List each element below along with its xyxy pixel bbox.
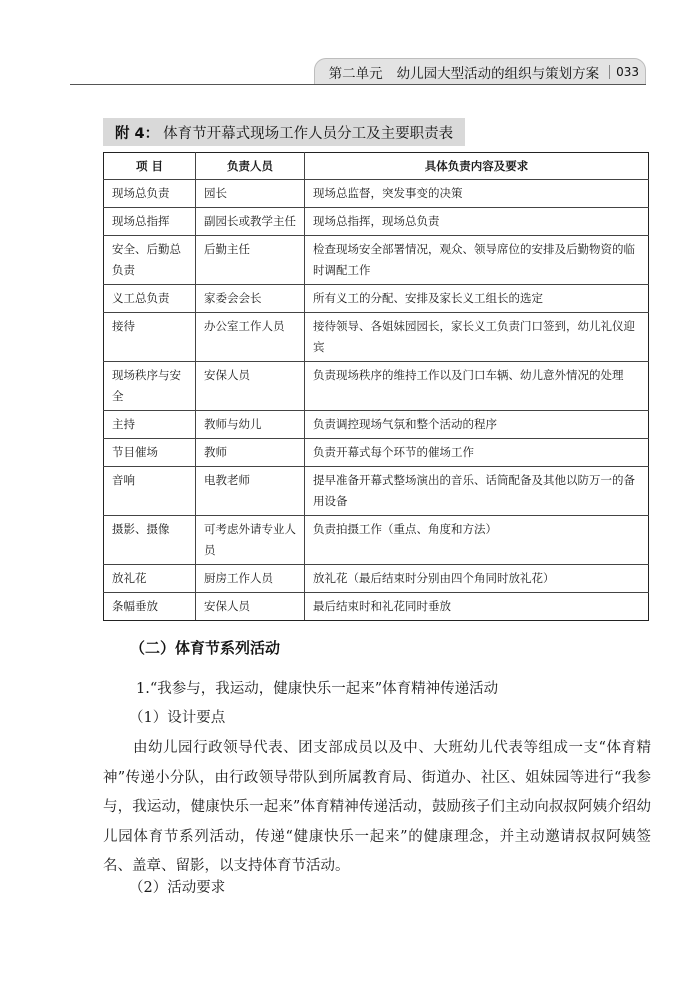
table-header-cell: 项 目	[104, 153, 196, 180]
table-cell-person: 电教老师	[196, 467, 305, 516]
table-cell-duty: 放礼花（最后结束时分别由四个角同时放礼花）	[305, 565, 649, 593]
table-row	[104, 285, 649, 313]
appendix-title: 体育节开幕式现场工作人员分工及主要职责表	[163, 125, 454, 142]
table-cell-item: 义工总负责	[104, 285, 196, 313]
header-title: 幼儿园大型活动的组织与策划方案	[396, 66, 600, 82]
subheading-design: （1）设计要点	[129, 710, 226, 726]
table-cell-person: 副园长或教学主任	[196, 208, 305, 236]
table-cell-duty: 现场总监督，突发事变的决策	[305, 180, 649, 208]
table-cell-item: 现场总指挥	[104, 208, 196, 236]
duty-table	[103, 152, 649, 621]
table-row	[104, 565, 649, 593]
table-cell-item: 节目催场	[104, 439, 196, 467]
table-cell-duty: 检查现场安全部署情况，观众、领导席位的安排及后勤物资的临时调配工作	[305, 236, 649, 285]
table-cell-person: 安保人员	[196, 593, 305, 621]
table-row	[104, 362, 649, 411]
table-cell-item: 安全、后勤总负责	[104, 236, 196, 285]
table-row	[104, 516, 649, 565]
table-header-cell: 负责人员	[196, 153, 305, 180]
table-cell-person: 厨房工作人员	[196, 565, 305, 593]
table-cell-item: 现场总负责	[104, 180, 196, 208]
table-cell-person: 安保人员	[196, 362, 305, 411]
table-cell-person: 教师	[196, 439, 305, 467]
table-row	[104, 593, 649, 621]
table-cell-duty: 接待领导、各姐妹园园长，家长义工负责门口签到，幼儿礼仪迎宾	[305, 313, 649, 362]
body-paragraph: 由幼儿园行政领导代表、团支部成员以及中、大班幼儿代表等组成一支“体育精神”传递小分队，由行政领导带队到所属教育局、街道办、社区、姐妹园等进行“我参与，我运动，健康快乐一起来”体育精神传递活动，鼓励孩子们主动向叔叔阿姨介绍幼儿园体育节系列活动，传递“健康快乐一起来”的健康理念，并主动邀请叔叔阿姨签名、盖章、留影，以支持体育节活动。	[103, 740, 651, 874]
table-row	[104, 439, 649, 467]
running-header	[0, 0, 700, 90]
table-row	[104, 180, 649, 208]
table-row	[104, 467, 649, 516]
table-cell-duty: 负责现场秩序的维持工作以及门口车辆、幼儿意外情况的处理	[305, 362, 649, 411]
table-row	[104, 313, 649, 362]
table-cell-item: 主持	[104, 411, 196, 439]
table-cell-person: 园长	[196, 180, 305, 208]
header-rule	[70, 84, 646, 85]
table-cell-person: 后勤主任	[196, 236, 305, 285]
page-number: 033	[609, 65, 639, 79]
table-row	[104, 208, 649, 236]
appendix-label: 附 4：	[115, 125, 160, 142]
table-header-cell: 具体负责内容及要求	[305, 153, 649, 180]
table-cell-item: 摄影、摄像	[104, 516, 196, 565]
table-cell-person: 教师与幼儿	[196, 411, 305, 439]
table-cell-duty: 负责调控现场气氛和整个活动的程序	[305, 411, 649, 439]
table-cell-person: 办公室工作人员	[196, 313, 305, 362]
table-cell-duty: 负责开幕式每个环节的催场工作	[305, 439, 649, 467]
table-row	[104, 236, 649, 285]
item-title: 1.“我参与，我运动，健康快乐一起来”体育精神传递活动	[136, 681, 499, 697]
table-cell-person: 可考虑外请专业人员	[196, 516, 305, 565]
table-cell-item: 放礼花	[104, 565, 196, 593]
subheading-requirements: （2）活动要求	[129, 880, 226, 896]
table-cell-duty: 提早准备开幕式整场演出的音乐、话筒配备及其他以防万一的备用设备	[305, 467, 649, 516]
table-cell-item: 现场秩序与安全	[104, 362, 196, 411]
table-cell-item: 接待	[104, 313, 196, 362]
header-tab	[314, 58, 646, 85]
table-header-row	[104, 153, 649, 180]
table-cell-item: 音响	[104, 467, 196, 516]
table-cell-duty: 负责拍摄工作（重点、角度和方法）	[305, 516, 649, 565]
table-cell-duty: 现场总指挥，现场总负责	[305, 208, 649, 236]
header-unit: 第二单元	[328, 66, 383, 82]
table-row	[104, 411, 649, 439]
appendix-title-bar	[103, 118, 465, 146]
table-cell-person: 家委会会长	[196, 285, 305, 313]
table-cell-item: 条幅垂放	[104, 593, 196, 621]
table-cell-duty: 所有义工的分配、安排及家长义工组长的选定	[305, 285, 649, 313]
table-cell-duty: 最后结束时和礼花同时垂放	[305, 593, 649, 621]
section-heading: （二）体育节系列活动	[130, 639, 281, 657]
